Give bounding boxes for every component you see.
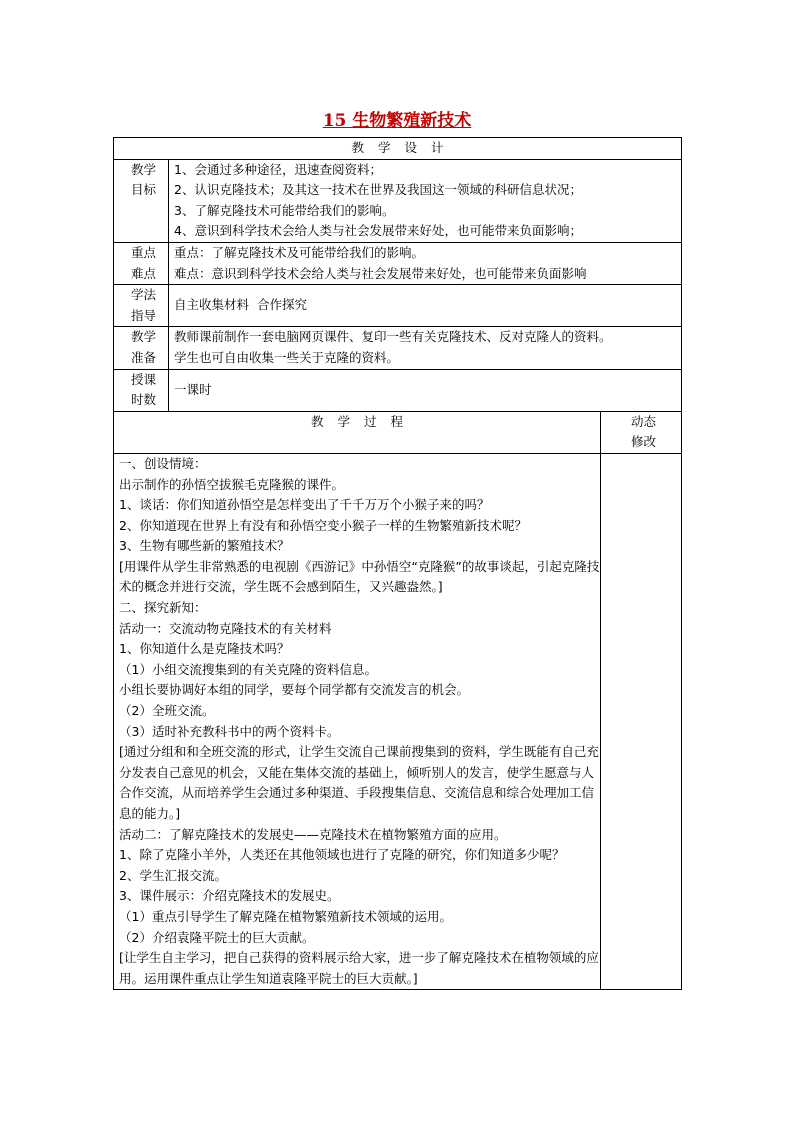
process-line: 活动二：了解克隆技术的发展史——克隆技术在植物繁殖方面的应用。 (119, 826, 507, 842)
process-line: 一、创设情境： (119, 455, 207, 471)
process-line: 1、除了克隆小羊外，人类还在其他领域也进行了克隆的研究，你们知道多少呢？ (119, 847, 565, 863)
preparation-content: 教师课前制作一套电脑网页课件、复印一些有关克隆技术、反对克隆人的资料。 学生也可自由收集一些关于克隆的资料。 (169, 327, 682, 369)
process-line: 二、探究新知： (119, 600, 207, 616)
process-line: 1、你知道什么是克隆技术吗？ (119, 641, 290, 657)
process-header: 教 学 过 程 (114, 411, 601, 453)
method-label: 学法 指导 (114, 285, 169, 327)
process-line: （2）介绍袁隆平院士的巨大贡献。 (119, 929, 315, 945)
dynamic-revision-header: 动态 修改 (601, 411, 682, 453)
process-line: 3、生物有哪些新的繁殖技术？ (119, 538, 290, 554)
process-line: [让学生自主学习，把自己获得的资料展示给大家，进一步了解克隆技术在植物领域的应用。运用课件重点让学生知道袁隆平院士的巨大贡献。] (119, 950, 599, 986)
hours-row (114, 369, 682, 411)
process-line: [用课件从学生非常熟悉的电视剧《西游记》中孙悟空“克隆猴”的故事谈起，引起克隆技术的概念并进行交流，学生既不会感到陌生，又兴趣盎然。] (119, 558, 600, 595)
goals-row (114, 159, 682, 242)
process-line: （1）重点引导学生了解克隆在植物繁殖新技术领域的运用。 (119, 908, 452, 924)
process-line: （3）适时补充教科书中的两个资料卡。 (119, 723, 340, 739)
process-line: 活动一：交流动物克隆技术的有关材料 (119, 620, 332, 636)
process-header-row (114, 411, 682, 453)
goals-content (169, 159, 682, 242)
preparation-row (114, 327, 682, 369)
design-header: 教 学 设 计 (114, 138, 682, 160)
preparation-label: 教学 准备 (114, 327, 169, 369)
process-line: 2、学生汇报交流。 (119, 867, 227, 883)
hours-content: 一课时 (169, 369, 682, 411)
process-content (114, 453, 601, 989)
process-line: 小组长要协调好本组的同学，要每个同学都有交流发言的机会。 (119, 682, 470, 698)
lesson-plan-table (113, 137, 682, 990)
document-title: 15 生物繁殖新技术 (322, 111, 472, 131)
goal-item: 3、了解克隆技术可能带给我们的影响。 (174, 202, 395, 218)
process-line: [通过分组和和全班交流的形式，让学生交流自己课前搜集到的资料，学生既能有自己充分发表自己意见的机会，又能在集体交流的基础上，倾听别人的发言，使学生愿意与人合作交流，从而培养学生会通过多种渠道、手段搜集信息、交流信息和综合处理加工信息的能力。] (119, 744, 599, 821)
key-points-row (114, 242, 682, 284)
goals-label: 教学 目标 (114, 159, 169, 242)
process-line: （2）全班交流。 (119, 703, 215, 719)
process-line: 出示制作的孙悟空拔猴毛克隆猴的课件。 (119, 476, 345, 492)
method-content: 自主收集材料 合作探究 (169, 285, 682, 327)
process-body-row (114, 453, 682, 989)
hours-label: 授课 时数 (114, 369, 169, 411)
goal-item: 2、认识克隆技术；及其这一技术在世界及我国这一领域的科研信息状况； (174, 182, 582, 198)
dynamic-revision-cell (601, 453, 682, 989)
method-row (114, 285, 682, 327)
goal-item: 1、会通过多种途径，迅速查阅资料； (174, 161, 382, 177)
design-header-row (114, 138, 682, 160)
process-line: 1、谈话：你们知道孙悟空是怎样变出了千千万万个小猴子来的吗？ (119, 497, 490, 513)
goal-item: 4、意识到科学技术会给人类与社会发展带来好处，也可能带来负面影响； (174, 223, 582, 239)
key-points-label: 重点 难点 (114, 242, 169, 284)
difficult-point: 难点：意识到科学技术会给人类与社会发展带来好处，也可能带来负面影响 (174, 265, 587, 281)
process-line: 2、你知道现在世界上有没有和孙悟空变小猴子一样的生物繁殖新技术呢？ (119, 517, 527, 533)
key-point: 重点：了解克隆技术及可能带给我们的影响。 (174, 244, 425, 260)
process-line: 3、课件展示：介绍克隆技术的发展史。 (119, 888, 340, 904)
process-line: （1）小组交流搜集到的有关克隆的资料信息。 (119, 661, 377, 677)
key-points-content (169, 242, 682, 284)
